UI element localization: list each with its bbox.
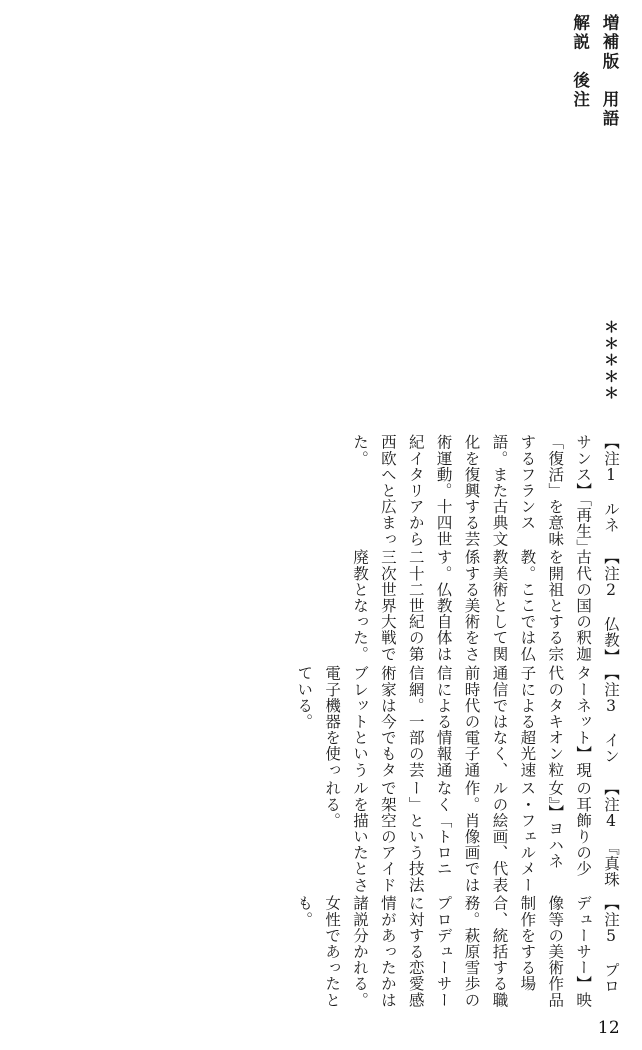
page-number: 12 — [597, 1018, 620, 1038]
section-divider: ＊＊＊＊＊ — [602, 319, 620, 402]
note-item-3: 【注3 インターネット】現代のタキオン粒子による超光速通信ではなく、前時代の電子通信による情報通信網。一部の芸術家は今でもタブレットという電子機器を使っている。 — [295, 664, 620, 778]
note-item-4: 【注4 『真珠の耳飾りの少女』】ヨハネス・フェルメールの絵画、代表作。肖像画ではなく「トロニー」という技法で架空のアイドルを描いたとされる。 — [323, 779, 620, 893]
vertical-text-body — [18, 14, 624, 1010]
page-title: 増補版 用語解説 後注 — [570, 14, 619, 129]
note-item-2: 【注2 仏教】古代の国の釈迦を開祖とする宗教。ここでは仏教美術として関係する美術をさす。仏教自体は二十二世紀の第三次世界大戦で廃教となった。 — [350, 549, 620, 663]
note-item-5: 【注5 プロデューサー】映像等の美術作品制作をする場合、統括する職務。萩原雪歩のプロデューサーに対する恋愛感情があったかは諸説分かれる。女性であったとも。 — [295, 894, 620, 1008]
note-item-1: 【注1 ルネサンス】「再生」「復活」を意味するフランス語。また古典文化を復興する芸術運動。十四世紀イタリアから西欧へと広まった。 — [350, 434, 620, 548]
